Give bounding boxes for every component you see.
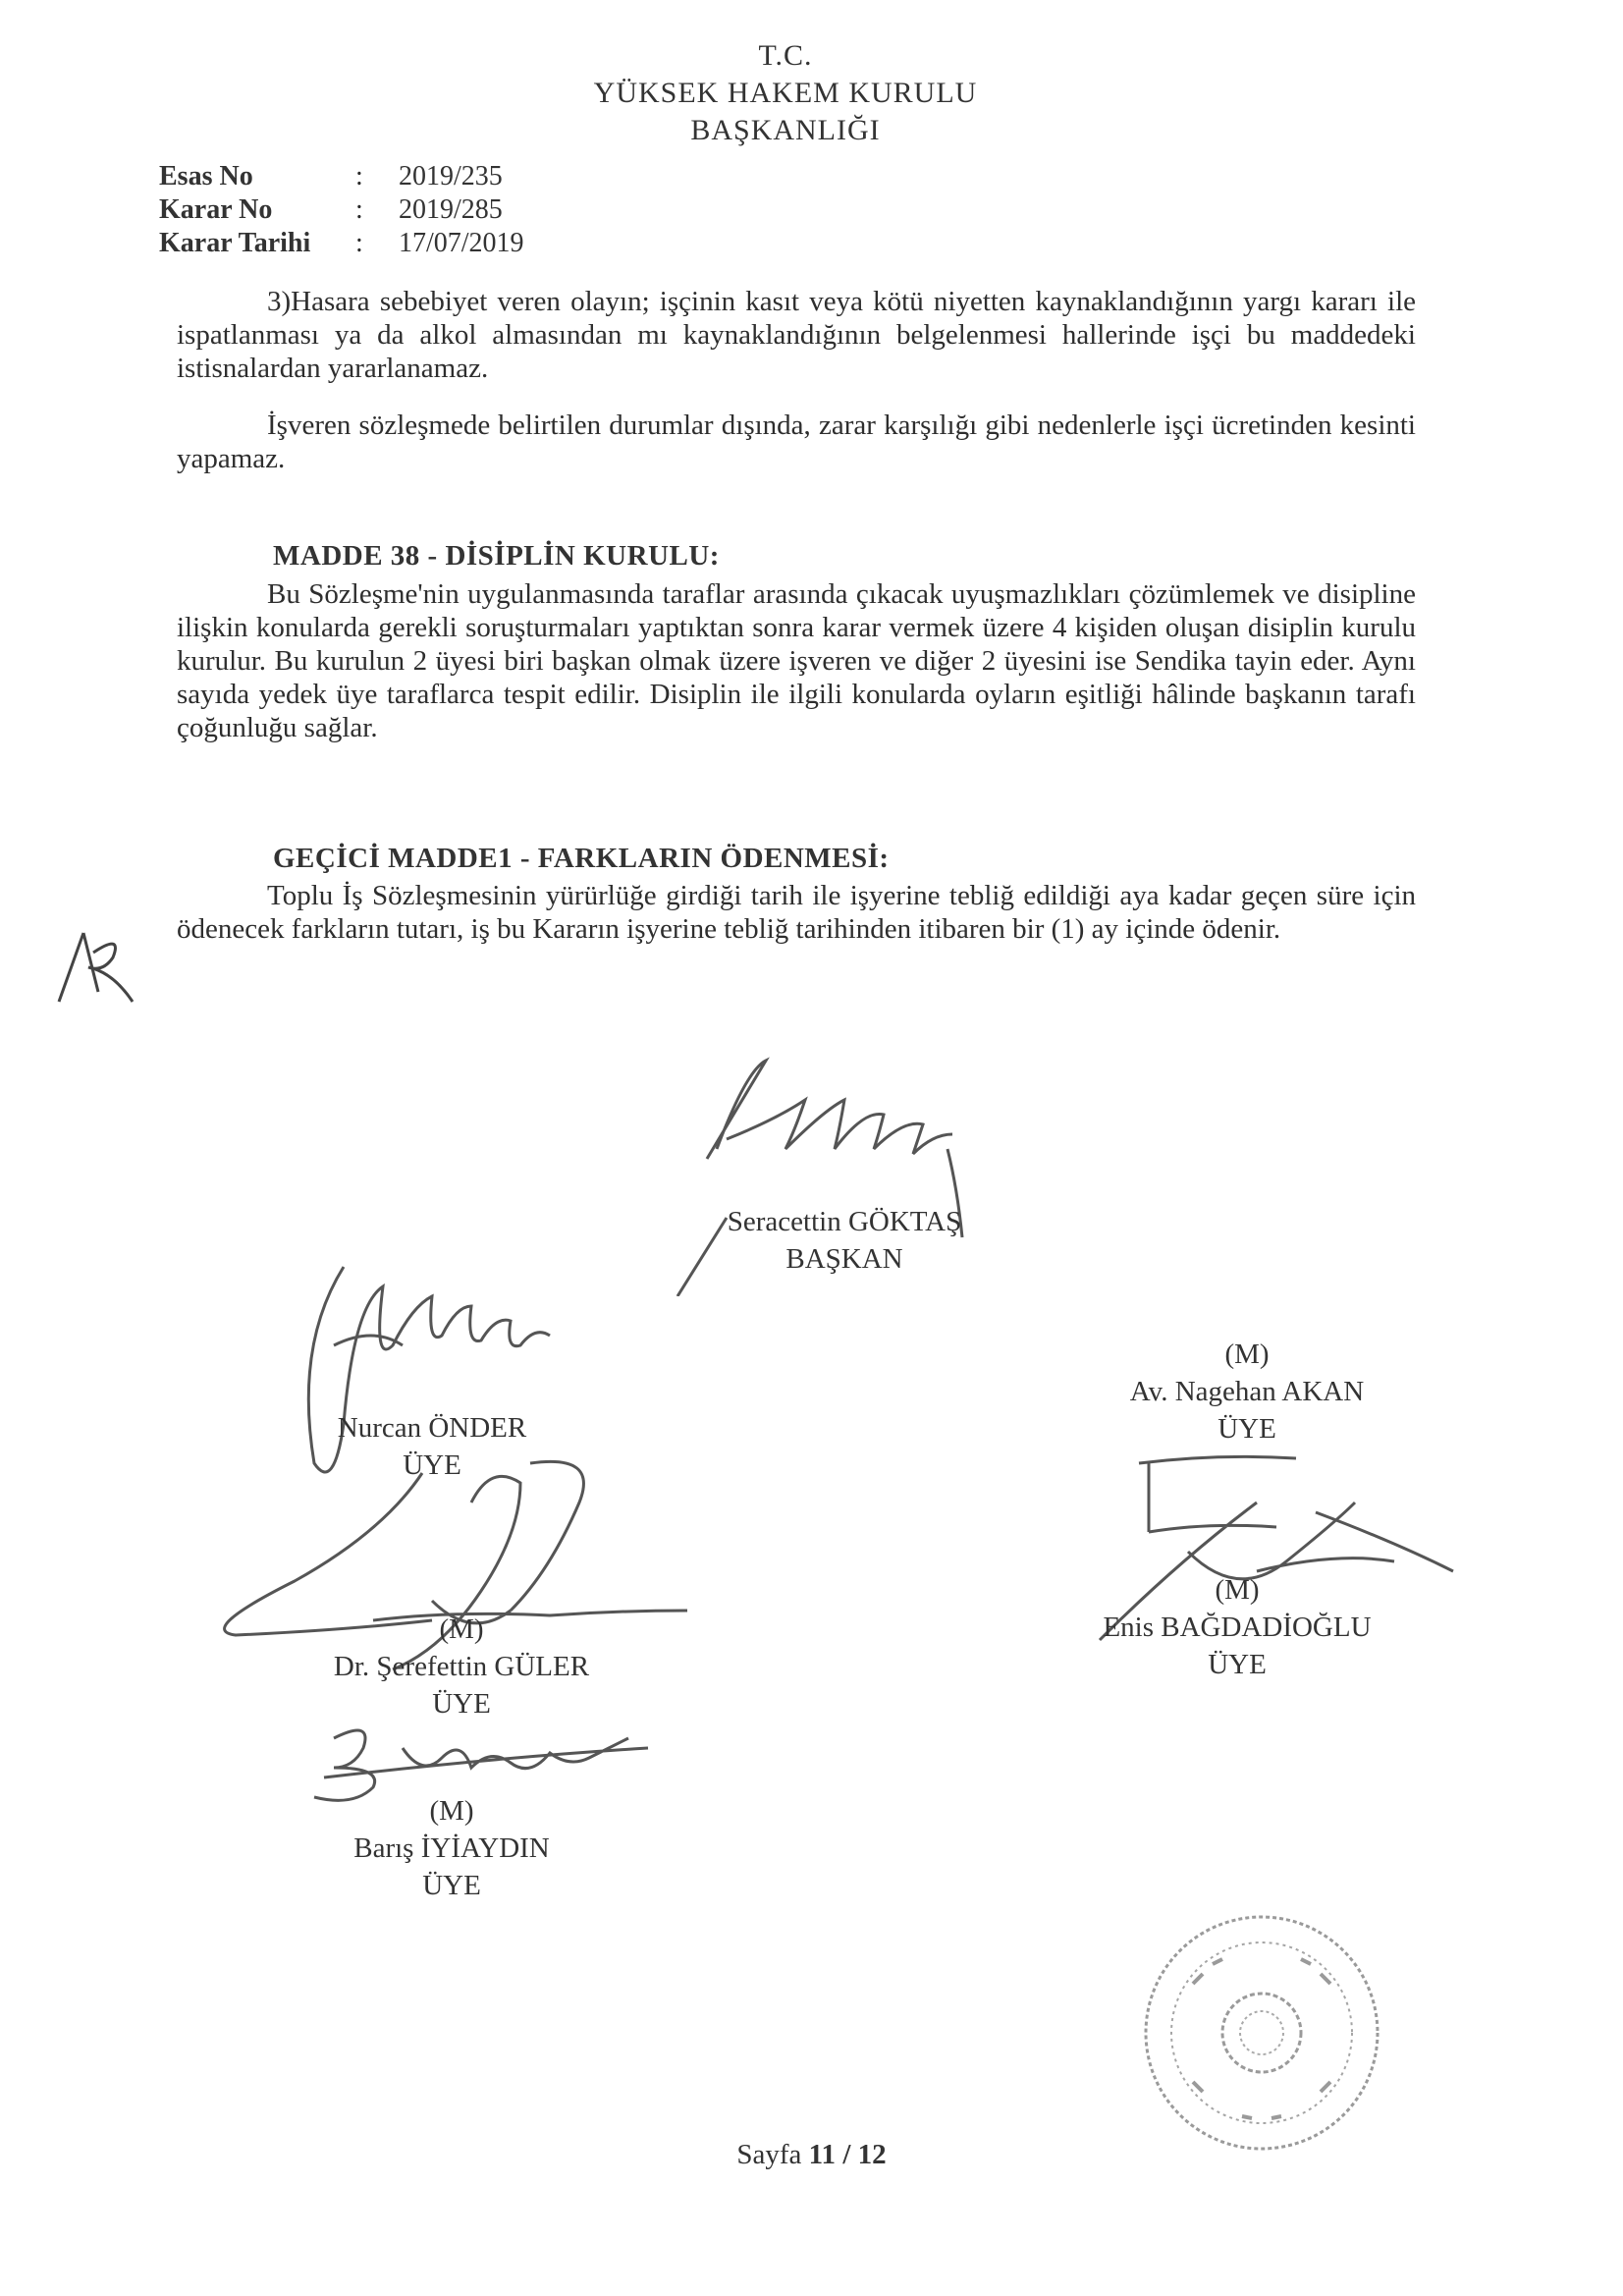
signatory-name: Av. Nagehan AKAN — [1129, 1376, 1365, 1407]
case-info-separator: : — [355, 228, 363, 258]
header-line-office: BAŞKANLIĞI — [690, 114, 881, 146]
signatory-name: Nurcan ÖNDER — [337, 1412, 527, 1444]
signatory-name: Dr. Şerefettin GÜLER — [333, 1651, 590, 1682]
signatory-name: Enis BAĞDADİOĞLU — [1103, 1612, 1372, 1643]
page-footer — [0, 2139, 1623, 2171]
article-38-text: Bu Sözleşme'nin uygulanmasında taraflar arasında çıkacak uyuşmazlıkları çözümlemek ve disipline ilişkin konularda gerekli soruşturmaları yaptıktan sonra karar vermek üzere 4 kişiden oluşan disiplin kurulu kurulur. Bu kurulun 2 üyesi biri başkan olmak üzere işveren ve diğer 2 üyesini ise Sendika tayin eder. Aynı sayıda yedek üye taraflarca tespit edilir. Disiplin ile ilgili konularda oyların eşitliği hâlinde başkanın tarafı çoğunluğu sağlar. — [177, 578, 1416, 743]
temporary-article-title: GEÇİCİ MADDE1 - FARKLARIN ÖDENMESİ: — [273, 843, 890, 874]
article-38-title: MADDE 38 - DİSİPLİN KURULU: — [273, 540, 720, 572]
signatory-chair — [687, 1203, 1001, 1278]
signatory-mark: (M) — [429, 1795, 474, 1827]
case-info-row — [159, 193, 524, 227]
signatory-member-5 — [295, 1792, 609, 1904]
paragraph-damage-exception: 3)Hasara sebebiyet veren olayın; işçinin kasıt veya kötü niyetten kaynaklandığının yargı kararı ile ispatlanması ya da alkol almasından mı kaynaklandığının belgelenmesi hallerinde işçi bu maddedeki istisnalardan yararlanamaz. — [177, 286, 1416, 384]
temporary-article-text: Toplu İş Sözleşmesinin yürürlüğe girdiği tarih ile işyerine tebliğ edildiği aya kadar geçen süre için ödenecek farkların tutarı, iş bu Kararın işyerine tebliğ tarihinden itibaren bir (1) ay içinde ödenir. — [177, 880, 1416, 945]
case-info-value: 2019/235 — [399, 161, 503, 191]
case-info-value: 2019/285 — [399, 194, 503, 225]
paragraph-wage-deduction: İşveren sözleşmede belirtilen durumlar dışında, zarar karşılığı gibi nedenlerle işçi ücretinden kesinti yapamaz. — [177, 410, 1416, 474]
case-info — [159, 160, 524, 260]
signatory-name: Seracettin GÖKTAŞ — [727, 1206, 962, 1237]
case-info-separator: : — [355, 194, 363, 225]
margin-initials-icon — [39, 913, 147, 1021]
signatory-name: Barış İYİAYDIN — [353, 1832, 550, 1864]
signatory-title: BAŞKAN — [785, 1243, 903, 1275]
page-total: 12 — [857, 2139, 887, 2170]
case-info-label: Karar No — [159, 194, 273, 225]
page-current: 11 — [808, 2139, 837, 2170]
header-line-tc: T.C. — [758, 39, 813, 72]
signatory-title: ÜYE — [422, 1870, 481, 1901]
official-seal-stamp-icon — [1134, 1905, 1389, 2160]
signatory-title: ÜYE — [403, 1449, 461, 1481]
case-info-label: Karar Tarihi — [159, 228, 311, 258]
signatory-member-3 — [285, 1611, 638, 1722]
header-line-institution: YÜKSEK HAKEM KURULU — [593, 77, 978, 109]
signatory-mark: (M) — [1215, 1574, 1260, 1606]
signatory-mark: (M) — [1224, 1339, 1270, 1370]
case-info-separator: : — [355, 161, 363, 191]
page-separator: / — [842, 2139, 851, 2170]
signatory-mark: (M) — [439, 1613, 484, 1645]
case-info-row — [159, 227, 524, 260]
document-header — [530, 37, 1041, 149]
case-info-label: Esas No — [159, 161, 253, 191]
page-label: Sayfa — [736, 2139, 802, 2170]
signatory-title: ÜYE — [1208, 1649, 1267, 1680]
signatory-member-4 — [1070, 1571, 1404, 1683]
signatory-member-2 — [1080, 1336, 1414, 1448]
signatory-title: ÜYE — [1217, 1413, 1276, 1445]
signatory-title: ÜYE — [432, 1688, 491, 1720]
case-info-value: 17/07/2019 — [399, 228, 524, 258]
case-info-row — [159, 160, 524, 193]
